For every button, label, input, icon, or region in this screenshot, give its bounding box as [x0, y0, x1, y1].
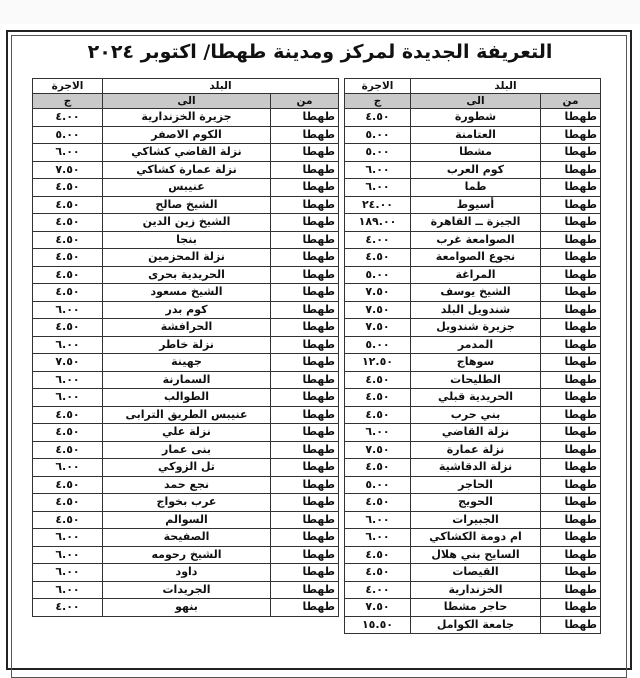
- fare-cell: ٥.٠٠: [33, 126, 103, 144]
- table-row: [345, 529, 601, 547]
- fare-cell: ٧.٥٠: [345, 441, 411, 459]
- header-from: من: [271, 94, 339, 109]
- table-row: [33, 179, 339, 197]
- table-row: [33, 511, 339, 529]
- fare-cell: ٤.٥٠: [33, 214, 103, 232]
- fare-cell: ٦.٠٠: [33, 581, 103, 599]
- fare-cell: ٦.٠٠: [345, 511, 411, 529]
- destination-cell: المدمر: [411, 336, 541, 354]
- header-to: الى: [103, 94, 271, 109]
- from-cell: طهطا: [271, 599, 339, 617]
- table-row: [345, 371, 601, 389]
- page-title: التعريفة الجديدة لمركز ومدينة طهطا/ اكتوبر ٢٠٢٤: [87, 41, 553, 63]
- from-cell: طهطا: [541, 494, 601, 512]
- fare-cell: ٤.٠٠: [33, 599, 103, 617]
- fare-cell: ٦.٠٠: [345, 424, 411, 442]
- fare-cell: ٤.٥٠: [345, 564, 411, 582]
- destination-cell: نزلة الدقاشية: [411, 459, 541, 477]
- destination-cell: الجريدات: [103, 581, 271, 599]
- table-row: [345, 511, 601, 529]
- table-row: [33, 389, 339, 407]
- from-cell: طهطا: [271, 389, 339, 407]
- table-row: [345, 616, 601, 634]
- from-cell: طهطا: [541, 354, 601, 372]
- destination-cell: جامعة الكوامل: [411, 616, 541, 634]
- destination-cell: سوهاج: [411, 354, 541, 372]
- from-cell: طهطا: [541, 284, 601, 302]
- table-row: [33, 266, 339, 284]
- table-row: [33, 424, 339, 442]
- destination-cell: بنجا: [103, 231, 271, 249]
- table-row: [345, 424, 601, 442]
- destination-cell: بني حرب: [411, 406, 541, 424]
- destination-cell: كوم بدر: [103, 301, 271, 319]
- from-cell: طهطا: [271, 511, 339, 529]
- header-currency: ج: [345, 94, 411, 109]
- destination-cell: الطليحات: [411, 371, 541, 389]
- fare-cell: ٦.٠٠: [33, 371, 103, 389]
- table-row: [345, 581, 601, 599]
- from-cell: طهطا: [271, 144, 339, 162]
- destination-cell: كوم العرب: [411, 161, 541, 179]
- header-fare: الاجرة: [345, 79, 411, 94]
- destination-cell: نزلة عمارة كشاكي: [103, 161, 271, 179]
- table-row: [33, 354, 339, 372]
- fare-cell: ٤.٠٠: [33, 109, 103, 127]
- fare-cell: ٦.٠٠: [345, 179, 411, 197]
- from-cell: طهطا: [541, 406, 601, 424]
- fare-cell: ٥.٠٠: [345, 476, 411, 494]
- destination-cell: عنيبس الطريق الترابى: [103, 406, 271, 424]
- header-to: الى: [411, 94, 541, 109]
- table-row: [33, 494, 339, 512]
- from-cell: طهطا: [541, 371, 601, 389]
- from-cell: طهطا: [541, 161, 601, 179]
- destination-cell: جهينة: [103, 354, 271, 372]
- destination-cell: شطورة: [411, 109, 541, 127]
- table-row: [345, 249, 601, 267]
- fare-cell: ٧.٥٠: [345, 599, 411, 617]
- from-cell: طهطا: [271, 371, 339, 389]
- fare-cell: ٦.٠٠: [33, 301, 103, 319]
- fare-cell: ٦.٠٠: [33, 564, 103, 582]
- from-cell: طهطا: [541, 231, 601, 249]
- table-row: [33, 441, 339, 459]
- table-row: [345, 564, 601, 582]
- from-cell: طهطا: [541, 581, 601, 599]
- from-cell: طهطا: [271, 581, 339, 599]
- table-row: [33, 336, 339, 354]
- fare-cell: ٤.٥٠: [345, 494, 411, 512]
- fare-cell: ٤.٥٠: [33, 319, 103, 337]
- destination-cell: شندويل البلد: [411, 301, 541, 319]
- destination-cell: السوالم: [103, 511, 271, 529]
- destination-cell: الشيخ صالح: [103, 196, 271, 214]
- from-cell: طهطا: [271, 354, 339, 372]
- header-row-sub: [33, 94, 339, 109]
- fare-table-left: [32, 78, 339, 617]
- fare-cell: ٦.٠٠: [33, 144, 103, 162]
- table-row: [345, 336, 601, 354]
- from-cell: طهطا: [271, 231, 339, 249]
- fare-cell: ٥.٠٠: [345, 266, 411, 284]
- destination-cell: الحريدية بحرى: [103, 266, 271, 284]
- destination-cell: نزلة خاطر: [103, 336, 271, 354]
- from-cell: طهطا: [541, 599, 601, 617]
- from-cell: طهطا: [541, 389, 601, 407]
- table-row: [33, 109, 339, 127]
- fare-cell: ٦.٠٠: [345, 161, 411, 179]
- table-row: [345, 284, 601, 302]
- destination-cell: نزلة عمارة: [411, 441, 541, 459]
- table-row: [345, 319, 601, 337]
- table-row: [33, 406, 339, 424]
- fare-cell: ٥.٠٠: [345, 336, 411, 354]
- from-cell: طهطا: [271, 109, 339, 127]
- destination-cell: حاجر مشطا: [411, 599, 541, 617]
- table-row: [345, 301, 601, 319]
- destination-cell: أسيوط: [411, 196, 541, 214]
- table-row: [33, 231, 339, 249]
- table-row: [33, 529, 339, 547]
- destination-cell: نجع حمد: [103, 476, 271, 494]
- destination-cell: الشيخ يوسف: [411, 284, 541, 302]
- destination-cell: جزيرة شندويل: [411, 319, 541, 337]
- from-cell: طهطا: [271, 301, 339, 319]
- from-cell: طهطا: [271, 336, 339, 354]
- table-row: [33, 546, 339, 564]
- table-row: [33, 476, 339, 494]
- table-row: [345, 196, 601, 214]
- from-cell: طهطا: [271, 406, 339, 424]
- fare-cell: ٤.٥٠: [33, 511, 103, 529]
- table-row: [33, 581, 339, 599]
- destination-cell: عنيبس: [103, 179, 271, 197]
- table-row: [345, 144, 601, 162]
- table-row: [345, 126, 601, 144]
- fare-cell: ٧.٥٠: [33, 161, 103, 179]
- destination-cell: تل الزوكي: [103, 459, 271, 477]
- table-row: [33, 284, 339, 302]
- header-row-sub: [345, 94, 601, 109]
- from-cell: طهطا: [541, 424, 601, 442]
- fare-cell: ٤.٥٠: [33, 406, 103, 424]
- table-row: [345, 109, 601, 127]
- from-cell: طهطا: [541, 616, 601, 634]
- fare-cell: ٤.٥٠: [345, 109, 411, 127]
- from-cell: طهطا: [541, 564, 601, 582]
- destination-cell: المراغة: [411, 266, 541, 284]
- table-row: [345, 441, 601, 459]
- from-cell: طهطا: [541, 336, 601, 354]
- table-row: [345, 476, 601, 494]
- fare-cell: ٤.٥٠: [33, 476, 103, 494]
- destination-cell: الشيخ رحومه: [103, 546, 271, 564]
- header-balad: البلد: [103, 79, 339, 94]
- fare-cell: ٦.٠٠: [345, 529, 411, 547]
- destination-cell: بنى عمار: [103, 441, 271, 459]
- from-cell: طهطا: [271, 161, 339, 179]
- from-cell: طهطا: [541, 109, 601, 127]
- from-cell: طهطا: [271, 546, 339, 564]
- destination-cell: نزلة علي: [103, 424, 271, 442]
- fare-cell: ٤.٥٠: [33, 284, 103, 302]
- destination-cell: نزلة القاضي: [411, 424, 541, 442]
- scan-background: [0, 0, 640, 24]
- table-row: [345, 354, 601, 372]
- from-cell: طهطا: [541, 179, 601, 197]
- from-cell: طهطا: [271, 214, 339, 232]
- from-cell: طهطا: [541, 459, 601, 477]
- destination-cell: السايح بني هلال: [411, 546, 541, 564]
- fare-cell: ٤.٥٠: [33, 249, 103, 267]
- fare-cell: ٥.٠٠: [345, 126, 411, 144]
- destination-cell: نجوع الصوامعة: [411, 249, 541, 267]
- fare-cell: ٤.٥٠: [33, 179, 103, 197]
- destination-cell: الجبيرات: [411, 511, 541, 529]
- destination-cell: نزلة المحزمين: [103, 249, 271, 267]
- header-balad: البلد: [411, 79, 601, 94]
- fare-cell: ٤.٥٠: [33, 441, 103, 459]
- fare-cell: ٤.٥٠: [345, 406, 411, 424]
- destination-cell: بنهو: [103, 599, 271, 617]
- table-row: [33, 599, 339, 617]
- fare-cell: ٤.٥٠: [345, 546, 411, 564]
- from-cell: طهطا: [541, 319, 601, 337]
- fare-cell: ٧.٥٠: [345, 301, 411, 319]
- table-row: [33, 144, 339, 162]
- fare-cell: ٤.٥٠: [345, 249, 411, 267]
- destination-cell: داود: [103, 564, 271, 582]
- header-currency: ج: [33, 94, 103, 109]
- fare-cell: ٤.٠٠: [345, 231, 411, 249]
- fare-cell: ٤.٥٠: [33, 494, 103, 512]
- destination-cell: جزيرة الخزندارية: [103, 109, 271, 127]
- from-cell: طهطا: [271, 196, 339, 214]
- from-cell: طهطا: [271, 424, 339, 442]
- destination-cell: مشطا: [411, 144, 541, 162]
- fare-cell: ١٥.٥٠: [345, 616, 411, 634]
- destination-cell: الجيزة ــ القاهرة: [411, 214, 541, 232]
- table-row: [345, 494, 601, 512]
- from-cell: طهطا: [271, 249, 339, 267]
- from-cell: طهطا: [541, 476, 601, 494]
- from-cell: طهطا: [541, 529, 601, 547]
- table-row: [345, 546, 601, 564]
- from-cell: طهطا: [271, 476, 339, 494]
- fare-table-right: [344, 78, 601, 634]
- destination-cell: ام دومة الكشاكي: [411, 529, 541, 547]
- fare-cell: ٦.٠٠: [33, 546, 103, 564]
- destination-cell: نزلة القاضي كشاكي: [103, 144, 271, 162]
- from-cell: طهطا: [271, 494, 339, 512]
- from-cell: طهطا: [271, 266, 339, 284]
- table-row: [345, 179, 601, 197]
- destination-cell: الطوالب: [103, 389, 271, 407]
- fare-cell: ٤.٥٠: [345, 389, 411, 407]
- destination-cell: الحرافشة: [103, 319, 271, 337]
- fare-cell: ٥.٠٠: [345, 144, 411, 162]
- destination-cell: السمارنة: [103, 371, 271, 389]
- table-row: [33, 371, 339, 389]
- from-cell: طهطا: [541, 546, 601, 564]
- fare-cell: ٤.٠٠: [345, 581, 411, 599]
- destination-cell: عرب بخواج: [103, 494, 271, 512]
- destination-cell: الشيخ زين الدين: [103, 214, 271, 232]
- destination-cell: العتامنة: [411, 126, 541, 144]
- destination-cell: الخزندارية: [411, 581, 541, 599]
- table-body-left: [33, 109, 339, 617]
- from-cell: طهطا: [541, 441, 601, 459]
- table-row: [345, 459, 601, 477]
- from-cell: طهطا: [541, 249, 601, 267]
- table-row: [33, 319, 339, 337]
- table-row: [33, 161, 339, 179]
- table-row: [33, 459, 339, 477]
- fare-cell: ٦.٠٠: [33, 336, 103, 354]
- fare-cell: ٤.٥٠: [33, 424, 103, 442]
- from-cell: طهطا: [541, 196, 601, 214]
- from-cell: طهطا: [271, 441, 339, 459]
- from-cell: طهطا: [271, 126, 339, 144]
- fare-cell: ٧.٥٠: [345, 284, 411, 302]
- table-row: [345, 599, 601, 617]
- from-cell: طهطا: [271, 179, 339, 197]
- from-cell: طهطا: [541, 511, 601, 529]
- destination-cell: الحاجر: [411, 476, 541, 494]
- table-row: [345, 214, 601, 232]
- table-row: [345, 161, 601, 179]
- destination-cell: الحويج: [411, 494, 541, 512]
- header-row-top: [33, 79, 339, 94]
- destination-cell: الحريدية قبلي: [411, 389, 541, 407]
- fare-cell: ٤.٥٠: [33, 196, 103, 214]
- fare-cell: ١٢.٥٠: [345, 354, 411, 372]
- fare-cell: ٧.٥٠: [345, 319, 411, 337]
- from-cell: طهطا: [271, 319, 339, 337]
- from-cell: طهطا: [541, 144, 601, 162]
- fare-cell: ٢٤.٠٠: [345, 196, 411, 214]
- destination-cell: الكوم الاصفر: [103, 126, 271, 144]
- destination-cell: الصوامعة غرب: [411, 231, 541, 249]
- from-cell: طهطا: [271, 284, 339, 302]
- table-body-right: [345, 109, 601, 634]
- fare-cell: ٤.٥٠: [345, 371, 411, 389]
- table-row: [33, 196, 339, 214]
- fare-cell: ٦.٠٠: [33, 459, 103, 477]
- from-cell: طهطا: [541, 266, 601, 284]
- destination-cell: الشيخ مسعود: [103, 284, 271, 302]
- fare-cell: ٦.٠٠: [33, 529, 103, 547]
- table-row: [33, 564, 339, 582]
- from-cell: طهطا: [271, 529, 339, 547]
- from-cell: طهطا: [271, 564, 339, 582]
- from-cell: طهطا: [541, 301, 601, 319]
- table-row: [33, 126, 339, 144]
- table-row: [345, 231, 601, 249]
- fare-cell: ٦.٠٠: [33, 389, 103, 407]
- table-row: [345, 266, 601, 284]
- header-from: من: [541, 94, 601, 109]
- header-row-top: [345, 79, 601, 94]
- table-row: [33, 301, 339, 319]
- fare-cell: ٤.٥٠: [33, 266, 103, 284]
- from-cell: طهطا: [541, 126, 601, 144]
- table-row: [345, 389, 601, 407]
- header-fare: الاجرة: [33, 79, 103, 94]
- fare-cell: ٤.٥٠: [345, 459, 411, 477]
- table-row: [345, 406, 601, 424]
- destination-cell: القيصات: [411, 564, 541, 582]
- destination-cell: الصفيحة: [103, 529, 271, 547]
- destination-cell: طما: [411, 179, 541, 197]
- fare-cell: ١٨٩.٠٠: [345, 214, 411, 232]
- fare-cell: ٧.٥٠: [33, 354, 103, 372]
- table-row: [33, 249, 339, 267]
- from-cell: طهطا: [271, 459, 339, 477]
- table-row: [33, 214, 339, 232]
- fare-cell: ٤.٥٠: [33, 231, 103, 249]
- from-cell: طهطا: [541, 214, 601, 232]
